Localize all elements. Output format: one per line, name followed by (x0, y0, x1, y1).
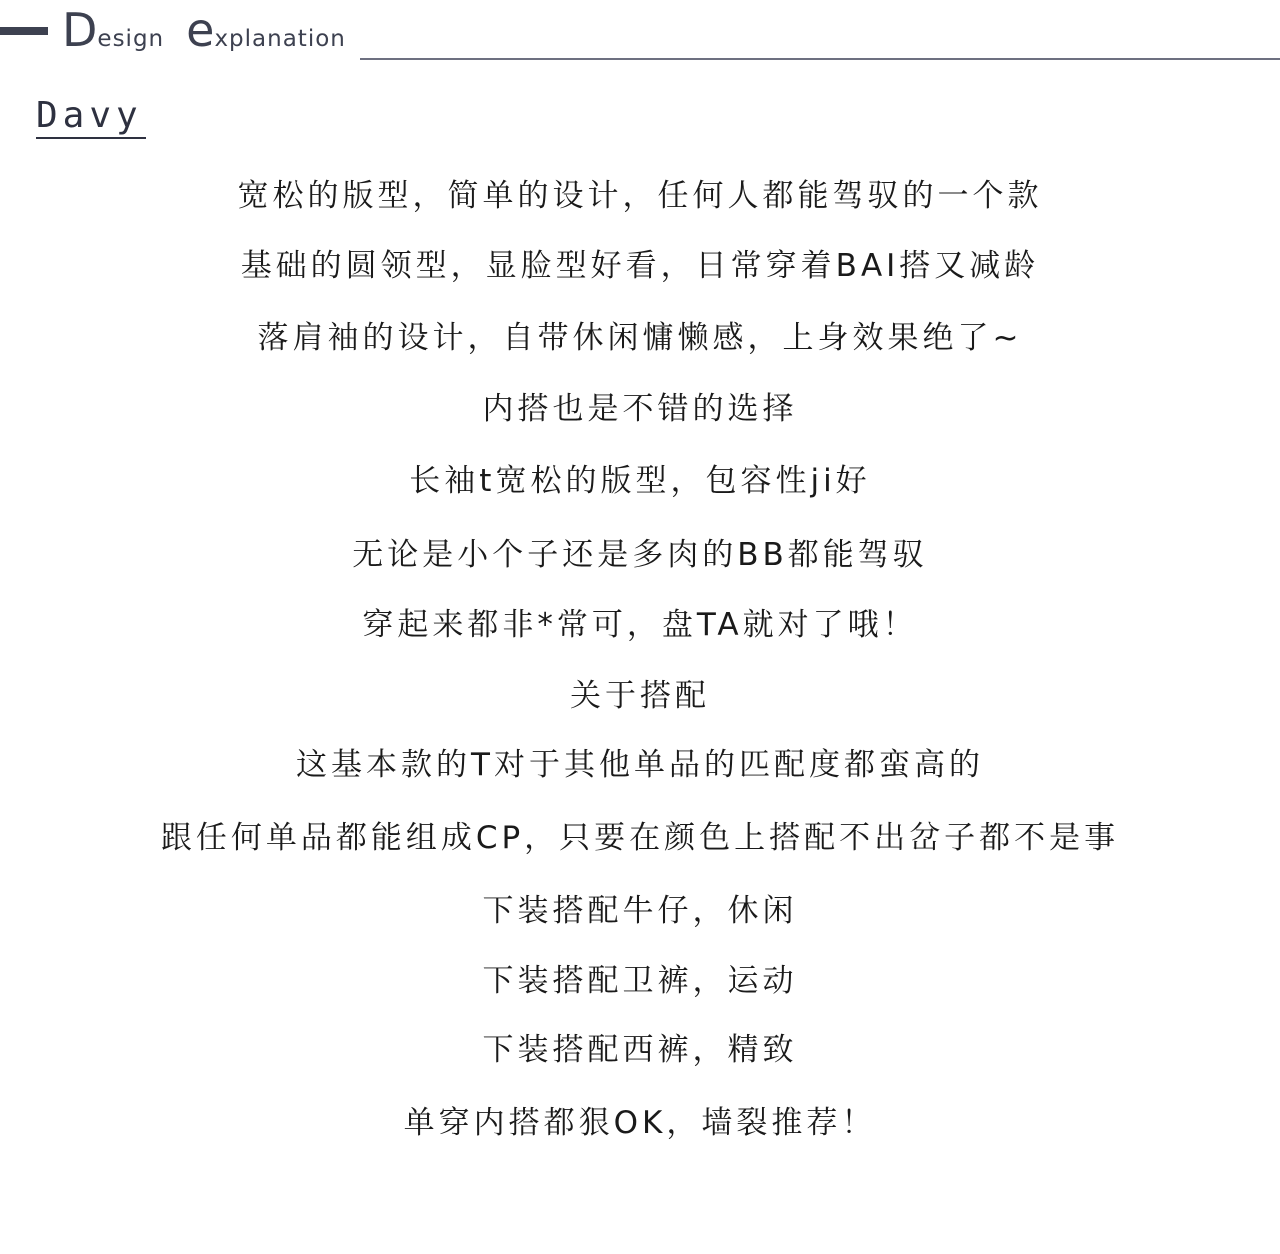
title-initial-d: D (62, 3, 98, 57)
text-line-11: 下装搭配牛仔，休闲 (482, 893, 798, 929)
text-line-5: 长袖t宽松的版型，包容性ji好 (409, 463, 871, 499)
section-title (62, 4, 346, 56)
text-line-14: 单穿内搭都狠OK，墙裂推荐！ (403, 1105, 877, 1141)
text-line-7: 穿起来都非*常可，盘TA就对了哦！ (362, 607, 918, 643)
text-line-2: 基础的圆领型，显脸型好看，日常穿着BAI搭又减龄 (240, 248, 1040, 284)
subtitle-underline (36, 137, 146, 139)
text-line-4: 内搭也是不错的选择 (482, 391, 798, 427)
title-initial-e: e (186, 3, 215, 57)
title-word-xplanation: xplanation (214, 26, 346, 52)
text-line-13: 下装搭配西裤，精致 (482, 1032, 798, 1068)
text-line-1: 宽松的版型，简单的设计，任何人都能驾驭的一个款 (237, 178, 1043, 214)
text-line-10: 跟任何单品都能组成CP，只要在颜色上搭配不出岔子都不是事 (160, 820, 1120, 856)
header-accent-bar (0, 27, 48, 35)
title-word-esign: esign (97, 26, 165, 52)
text-line-3: 落肩袖的设计，自带休闲慵懒感，上身效果绝了~ (257, 320, 1023, 356)
text-line-8: 关于搭配 (570, 678, 710, 714)
text-line-12: 下装搭配卫裤，运动 (482, 963, 798, 999)
subtitle: Davy (36, 95, 143, 136)
text-line-9: 这基本款的T对于其他单品的匹配度都蛮高的 (296, 747, 984, 783)
text-line-6: 无论是小个子还是多肉的BB都能驾驭 (352, 537, 928, 573)
header-divider (360, 58, 1280, 60)
